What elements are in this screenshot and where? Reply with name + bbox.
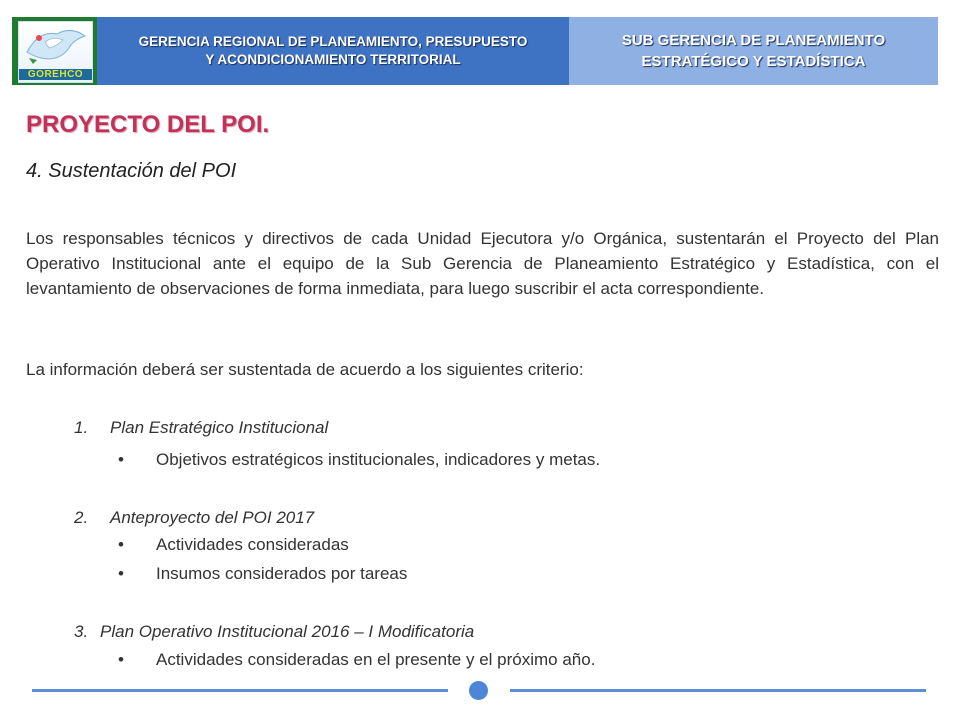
footer-dot [469,681,488,700]
numbered-item-1 [74,418,328,438]
dove-map-icon [19,22,92,68]
bullet-text: Objetivos estratégicos institucionales, indicadores y metas. [156,450,601,469]
bullet-text: Actividades consideradas en el presente y el próximo año. [156,650,596,669]
item-title: Plan Estratégico Institucional [110,418,329,437]
body-paragraph: Los responsables técnicos y directivos de cada Unidad Ejecutora y/o Orgánica, sustentarán el Proyecto del Plan Operativo Institucional ante el equipo de la Sub Gerencia de Planeamiento Estratégico y Estadística, con el levantamiento de observaciones de forma inmediata, para luego suscribir el acta correspondiente. [26,229,939,298]
bullet-icon: • [118,564,124,583]
numbered-item-2 [74,508,314,528]
logo-text: GOREHCO [19,69,92,80]
bullet-icon: • [118,650,124,669]
bullet-item [118,650,595,670]
header [12,17,938,85]
page-title: PROYECTO DEL POI. [26,111,270,138]
item-number: 1. [74,418,89,437]
bullet-icon: • [118,450,124,469]
bullet-text: Actividades consideradas [156,535,349,554]
header-right-text: SUB GERENCIA DE PLANEAMIENTO ESTRATÉGICO Y ESTADÍSTICA [621,32,886,70]
item-number: 2. [74,508,89,527]
header-subgerencia-title [569,17,938,85]
bullet-item [118,564,407,584]
logo-emblem-icon [18,21,93,83]
bullet-item [118,535,349,555]
gorehco-logo [12,17,97,85]
bullet-item [118,450,600,470]
header-left-text: GERENCIA REGIONAL DE PLANEAMIENTO, PRESUPUESTO Y ACONDICIONAMIENTO TERRITORIAL [138,34,528,67]
header-regional-title [97,17,569,85]
numbered-item-3 [74,622,474,642]
footer-line-left [32,689,448,692]
item-number: 3. [74,622,89,641]
bullet-text: Insumos considerados por tareas [156,564,408,583]
section-subtitle: 4. Sustentación del POI [26,160,237,182]
footer-line-right [510,689,926,692]
item-title: Plan Operativo Institucional 2016 – I Modificatoria [100,622,475,641]
item-title: Anteproyecto del POI 2017 [110,508,315,527]
bullet-icon: • [118,535,124,554]
criteria-intro: La información deberá ser sustentada de acuerdo a los siguientes criterio: [26,360,584,379]
